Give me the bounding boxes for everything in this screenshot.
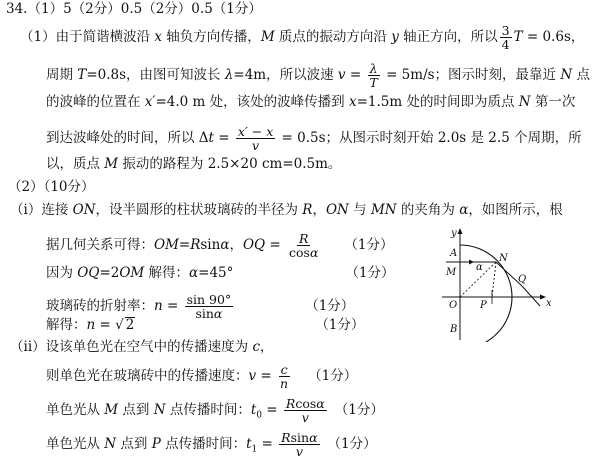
label-x: x (546, 298, 552, 309)
fraction-three-quarters: $\frac{3}{4}$ (501, 23, 510, 52)
label-M: M (446, 267, 457, 278)
optics-diagram (440, 226, 560, 342)
label-B: B (450, 324, 458, 335)
score-note: （1分） (308, 368, 358, 384)
part2-i-line4: 玻璃砖的折射率：n = $\frac{\sin 90^\circ}{\sin\alpha}$ （1分） (46, 292, 355, 321)
label-Q: Q (518, 274, 527, 285)
part2-ii-line4: 单色光从 N 点到 P 点传播时间：$t_1$ = $\frac{Rsin\alpha}{v}$ （1分） (46, 430, 377, 459)
score-note: （1分） (345, 265, 395, 281)
score-note: （1分） (305, 298, 355, 314)
sqrt-radicand: 2 (125, 317, 135, 333)
fraction-Rsin-over-v: $\frac{Rsin\alpha}{v}$ (281, 430, 318, 459)
fraction-refraction-index: $\frac{\sin 90^\circ}{\sin\alpha}$ (186, 292, 232, 321)
part2-i-line1: （i）连接 ON，设半圆形的柱状玻璃砖的半径为 R，ON 与 MN 的夹角为 α，如图所示，根 (10, 202, 563, 218)
part1-line3: 的波峰的位置在 x′=4.0 m 处，该处的波峰传播到 x=1.5m 处的时间即为质点 N 第一次 (46, 94, 576, 110)
fraction-Rcos-over-v: $\frac{Rcos\alpha}{v}$ (285, 396, 325, 425)
label-alpha: α (476, 262, 483, 273)
sqrt-symbol: √ (115, 317, 124, 333)
ray-NP (492, 262, 496, 297)
part1-score: （1）5（2分）0.5（2分）0.5（1分） (27, 1, 262, 17)
ray-arrow (469, 260, 474, 265)
part2-i-line2: 据几何关系可得：OM=Rsinα，OQ = $\frac{R}{\cos\alpha}$ （1分） (46, 231, 394, 260)
part1-line2: 周期 T=0.8s，由图可知波长 λ=4m，所以波速 v = $\frac{\lambda}{T}$ = 5m/s；图示时刻，最靠近 N 点 (46, 61, 590, 90)
fraction-R-over-cos-alpha: $\frac{R}{\cos\alpha}$ (289, 231, 319, 260)
part2-ii-line3: 单色光从 M 点到 N 点传播时间：$t_0$ = $\frac{Rcos\alpha}{v}$ （1分） (46, 396, 384, 425)
fraction-lambda-over-T: $\frac{\lambda}{T}$ (369, 61, 378, 90)
label-A: A (450, 248, 458, 259)
label-O: O (449, 300, 458, 311)
score-note: （1分） (315, 317, 365, 333)
score-note: （1分） (334, 402, 384, 418)
answer-header (6, 0, 262, 18)
y-axis-arrow (458, 228, 463, 234)
part2-ii-line1: （ii）设该单色光在空气中的传播速度为 c， (10, 339, 274, 355)
label-P: P (480, 300, 487, 311)
part2-ii-line2: 则单色光在玻璃砖中的传播速度：v = $\frac{c}{n}$ （1分） (46, 362, 358, 391)
score-note: （1分） (344, 237, 394, 253)
fraction-c-over-n: $\frac{c}{n}$ (280, 362, 289, 391)
fraction-dx-over-v: $\frac{x' - x}{v}$ (237, 124, 274, 153)
part1-line5: 以，质点 M 振动的路程为 2.5×20 cm=0.5m。 (46, 156, 342, 172)
part2-i-line5: 解得：n = √ 2 （1分） (46, 317, 365, 333)
ray-Q-ext (522, 286, 540, 306)
label-y: y (451, 228, 457, 239)
part2-i-line3: 因为 OQ=2OM 解得：α=45° （1分） (46, 265, 395, 281)
question-number: 34. (6, 1, 28, 17)
score-note: （1分） (327, 436, 377, 452)
label-N: N (499, 253, 508, 264)
part1-line1: （1）由于简谐横波沿 x 轴负方向传播，M 质点的振动方向沿 y 轴正方向，所以 $\frac{3}{4}$ T = 0.6s， (20, 23, 585, 52)
part2-heading: （2）（10分） (8, 179, 95, 195)
part1-line4: 到达波峰处的时间，所以 Δt = $\frac{x' - x}{v}$ = 0.5s；从图示时刻开始 2.0s 是 2.5 个周期，所 (46, 124, 582, 153)
